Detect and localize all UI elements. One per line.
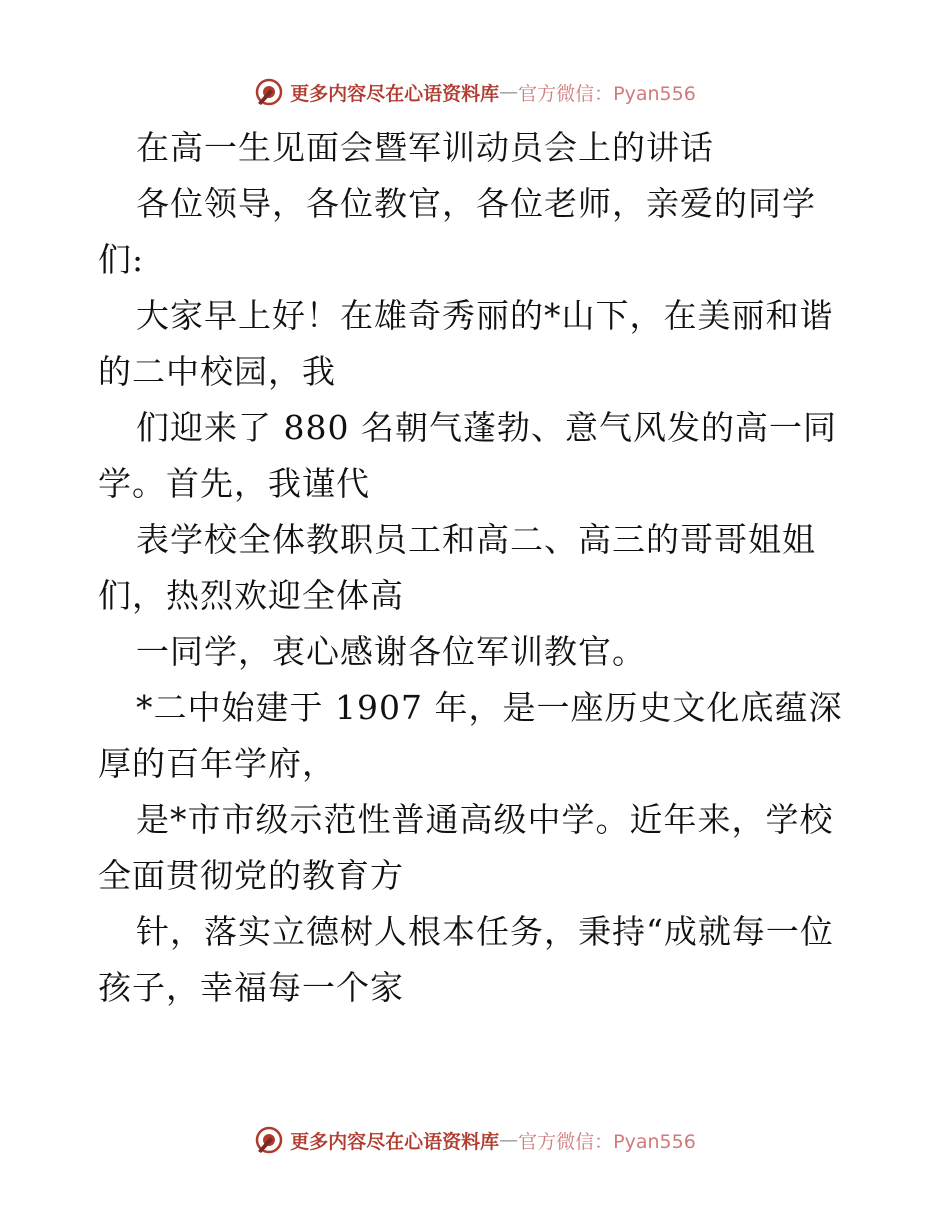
text-line: 学。首先，我谨代 bbox=[98, 464, 370, 503]
footer-banner bbox=[0, 1120, 950, 1160]
text-line: 一同学，衷心感谢各位军训教官。 bbox=[136, 632, 646, 671]
text-line: 针，落实立德树人根本任务，秉持“成就每一位 bbox=[136, 912, 834, 951]
banner-brand-text: 更多内容尽在心语资料库 bbox=[290, 1130, 500, 1153]
text-line: 各位领导，各位教官，各位老师，亲爱的同学 bbox=[136, 184, 816, 223]
text-line: 们: bbox=[98, 240, 145, 279]
banner-contact-text: 官方微信：Pyan556 bbox=[518, 1130, 696, 1153]
pen-logo-icon bbox=[254, 1125, 284, 1155]
pen-logo-icon bbox=[254, 77, 284, 107]
text-line: 孩子，幸福每一个家 bbox=[98, 968, 404, 1007]
document-title: 在高一生见面会暨军训动员会上的讲话 bbox=[136, 128, 714, 167]
document-body bbox=[98, 120, 878, 1016]
banner-contact-text: 官方微信：Pyan556 bbox=[518, 82, 696, 105]
text-line: *二中始建于 1907 年，是一座历史文化底蕴深 bbox=[136, 688, 843, 727]
text-line: 们，热烈欢迎全体高 bbox=[98, 576, 404, 615]
text-line: 表学校全体教职员工和高二、高三的哥哥姐姐 bbox=[136, 520, 816, 559]
banner-brand-text: 更多内容尽在心语资料库 bbox=[290, 82, 500, 105]
text-line: 厚的百年学府， bbox=[98, 744, 336, 783]
text-line: 是*市市级示范性普通高级中学。近年来，学校 bbox=[136, 800, 834, 839]
banner-separator: — bbox=[499, 1129, 519, 1151]
text-line: 们迎来了 880 名朝气蓬勃、意气风发的高一同 bbox=[136, 408, 837, 447]
banner-separator: — bbox=[499, 81, 519, 103]
text-line: 大家早上好！在雄奇秀丽的*山下，在美丽和谐 bbox=[136, 296, 834, 335]
header-banner bbox=[0, 72, 950, 112]
text-line: 全面贯彻党的教育方 bbox=[98, 856, 404, 895]
text-line: 的二中校园，我 bbox=[98, 352, 336, 391]
